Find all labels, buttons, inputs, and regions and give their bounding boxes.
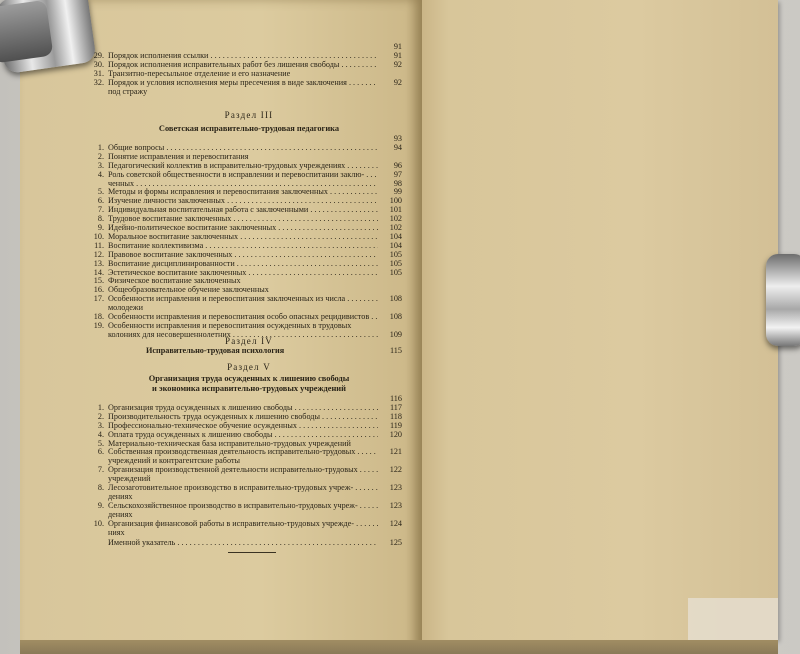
toc-item-title: Транзитно-пересыльное отделение и его назначение xyxy=(108,68,291,78)
section-4-title: Исправительно-трудовая психология xyxy=(146,346,285,355)
toc-item-page: 102 xyxy=(389,214,402,224)
toc-item-title: Лесозаготовительное производство в исправительно-трудовых учреж- . . . xyxy=(108,483,378,493)
toc-item-title: молодежи xyxy=(108,303,143,313)
toc-item-number: 6. xyxy=(97,447,104,457)
toc-item-title: Производительность труда осужденных к лишению свободы . . . xyxy=(108,412,378,422)
toc-row xyxy=(86,87,412,97)
toc-item-number: 17. xyxy=(93,294,104,304)
index-row xyxy=(86,538,412,548)
toc-item-title: Оплата труда осужденных к лишению свободы . . . xyxy=(108,430,378,440)
toc-item-page: 102 xyxy=(389,223,402,232)
toc-item-page: 92 xyxy=(393,59,402,69)
toc-item-title: Трудовое воспитание заключенных . . . xyxy=(108,214,378,224)
toc-item-title: Физическое воспитание заключенных xyxy=(108,276,241,286)
toc-item-page: 124 xyxy=(389,518,402,528)
toc-item-page: 105 xyxy=(389,258,402,268)
toc-item-page: 118 xyxy=(390,411,402,421)
toc-item-number: 32. xyxy=(93,77,104,87)
toc-row xyxy=(86,330,412,340)
toc-item-title: дениях xyxy=(108,509,133,519)
toc-item-number: 11. xyxy=(94,240,104,250)
section-3-title: Советская исправительно-трудовая педагогика xyxy=(158,124,340,133)
toc-item-number: 9. xyxy=(97,500,104,510)
toc-item-page: 109 xyxy=(389,329,402,339)
toc-item-page: 108 xyxy=(389,294,402,304)
metal-clamp-left xyxy=(0,0,97,74)
toc-item-number: 3. xyxy=(97,420,104,430)
toc-item-page: 117 xyxy=(390,402,402,412)
toc-item-title: ченных . . . xyxy=(108,179,378,189)
toc-item-number: 19. xyxy=(93,320,104,330)
section-3-heading: Раздел III xyxy=(224,110,274,120)
toc-item-page: 98 xyxy=(393,178,402,188)
toc-item-title: Организация труда осужденных к лишению свободы . . . xyxy=(108,403,378,413)
toc-item-page: 94 xyxy=(393,142,402,152)
toc-item-number: 4. xyxy=(97,429,104,439)
toc-item-title: Порядок исполнения ссылки . . . xyxy=(108,51,378,61)
toc-item-number: 16. xyxy=(93,285,104,295)
toc-item-number: 2. xyxy=(97,411,104,421)
toc-item-number: 7. xyxy=(97,465,104,475)
toc-item-page: 101 xyxy=(389,205,402,215)
toc-item-title: Педагогический коллектив в исправительно-трудовых учреждениях . . . xyxy=(108,161,378,171)
toc-item-page: 92 xyxy=(393,77,402,87)
index-page: 125 xyxy=(389,538,402,547)
section-5-heading: Раздел V xyxy=(227,362,271,372)
toc-item-page: 116 xyxy=(390,394,402,403)
toc-item-title: Изучение личности заключенных . . . xyxy=(108,196,378,206)
toc-item-page: 119 xyxy=(390,420,402,430)
toc-item-page: 104 xyxy=(389,240,402,250)
toc-item-title: ниях xyxy=(108,527,125,537)
toc-item-number: 29. xyxy=(93,50,104,60)
toc-item-number: 14. xyxy=(93,267,104,277)
toc-item-title: Организация финансовой работы в исправительно-трудовых учрежде- . . . xyxy=(108,519,378,529)
toc-item-page: 91 xyxy=(393,42,402,51)
toc-item-page: 105 xyxy=(389,267,402,277)
toc-item-number: 10. xyxy=(93,231,104,241)
toc-item-title: Понятие исправления и перевоспитания xyxy=(108,151,249,161)
toc-item-page: 121 xyxy=(389,447,402,457)
toc-item-title: Порядок исполнения исправительных работ без лишения свободы . . . xyxy=(108,60,378,70)
toc-item-number: 2. xyxy=(97,151,104,161)
toc-item-number: 8. xyxy=(97,214,104,224)
end-rule xyxy=(228,552,276,553)
toc-item-number: 31. xyxy=(93,68,104,78)
toc-item-title: под стражу xyxy=(108,86,148,96)
toc-item-number: 5. xyxy=(97,438,104,448)
toc-item-number: 18. xyxy=(93,312,104,321)
book-bottom-edge xyxy=(20,640,778,654)
toc-item-page: 123 xyxy=(389,500,402,510)
toc-item-page: 96 xyxy=(393,160,402,170)
toc-item-title: Особенности исправления и перевоспитания заключенных из числа . . . xyxy=(108,294,378,304)
toc-item-title: колониях для несовершеннолетних . . . xyxy=(108,330,378,340)
toc-item-title: Организация производственной деятельности исправительно-трудовых . . . xyxy=(108,465,378,475)
metal-clamp-right xyxy=(766,254,800,346)
toc-item-title: Эстетическое воспитание заключенных . . . xyxy=(108,268,378,278)
toc-item-title: Общеобразовательное обучение заключенных xyxy=(108,285,269,295)
toc-item-title: Особенности исправления и перевоспитания особо опасных рецидивистов . . . xyxy=(108,312,378,322)
toc-item-page: 100 xyxy=(389,196,402,206)
section-5-title-line1: Организация труда осужденных к лишению свободы xyxy=(148,374,350,383)
toc-item-title: Сельскохозяйственное производство в исправительно-трудовых учреж- . . . xyxy=(108,501,378,511)
toc-item-page: 123 xyxy=(389,483,402,492)
toc-item-page: 104 xyxy=(389,231,402,241)
toc-item-title: Методы и формы исправления и перевоспитания заключенных . . . xyxy=(108,187,378,197)
section-4-page: 115 xyxy=(390,346,402,355)
toc-item-title: Идейно-политическое воспитание заключенных . . . xyxy=(108,223,378,233)
toc-item-number: 1. xyxy=(97,142,104,152)
right-page-blank xyxy=(420,0,778,640)
toc-item-page: 91 xyxy=(393,50,402,60)
toc-item-title: Собственная производственная деятельность исправительно-трудовых . . . xyxy=(108,447,378,457)
toc-item-number: 7. xyxy=(97,205,104,215)
toc-item-title: Общие вопросы . . . xyxy=(108,143,378,153)
paper-label-patch xyxy=(688,598,778,640)
toc-item-page: 99 xyxy=(393,187,402,197)
toc-item-title: учреждений xyxy=(108,474,151,484)
toc-item-number: 6. xyxy=(97,196,104,206)
section-4-heading: Раздел IV xyxy=(224,336,273,346)
toc-item-number: 8. xyxy=(97,483,104,492)
toc-item-number: 13. xyxy=(93,258,104,268)
toc-item-page: 93 xyxy=(393,134,402,143)
toc-item-title: Правовое воспитание заключенных . . . xyxy=(108,250,378,260)
toc-item-number: 4. xyxy=(97,169,104,179)
toc-item-number: 1. xyxy=(97,402,104,412)
toc-item-number: 30. xyxy=(93,59,104,69)
toc-item-page: 120 xyxy=(389,429,402,439)
toc-row xyxy=(86,528,412,538)
toc-item-title: учреждений и контрагентские работы xyxy=(108,456,241,466)
toc-item-page: 108 xyxy=(389,312,402,321)
toc-item-page: 105 xyxy=(389,249,402,259)
toc-item-title: дениях xyxy=(108,491,133,501)
toc-item-title: Индивидуальная воспитательная работа с заключенными . . . xyxy=(108,205,378,215)
toc-item-number: 5. xyxy=(97,187,104,197)
toc-item-page: 97 xyxy=(393,169,402,179)
toc-item-number: 9. xyxy=(97,223,104,232)
toc-item-number: 12. xyxy=(93,249,104,259)
toc-item-title: Порядок и условия исполнения меры пресечения в виде заключения . . . xyxy=(108,78,378,88)
section-4-title-row xyxy=(86,346,412,356)
toc-item-title: Профессионально-техническое обучение осужденных . . . xyxy=(108,421,378,431)
toc-item-title: Воспитание коллективизма . . . xyxy=(108,241,378,251)
toc-item-page: 122 xyxy=(389,465,402,475)
toc-item-title: Воспитание дисциплинированности . . . xyxy=(108,259,378,269)
section-5-title-line2: и экономика исправительно-трудовых учреждений xyxy=(152,384,346,393)
toc-item-title: Материально-техническая база исправительно-трудовых учреждений xyxy=(108,438,351,448)
toc-item-title: Моральное воспитание заключенных . . . xyxy=(108,232,378,242)
toc-item-number: 10. xyxy=(93,518,104,528)
toc-item-title: Особенности исправления и перевоспитания осужденных в трудовых xyxy=(108,320,352,330)
index-label: Именной указатель . . . xyxy=(108,538,378,548)
toc-item-number: 15. xyxy=(93,276,104,286)
toc-item-title: Роль советской общественности в исправлении и перевоспитании заклю- . . . xyxy=(108,170,378,180)
toc-item-number: 3. xyxy=(97,160,104,170)
